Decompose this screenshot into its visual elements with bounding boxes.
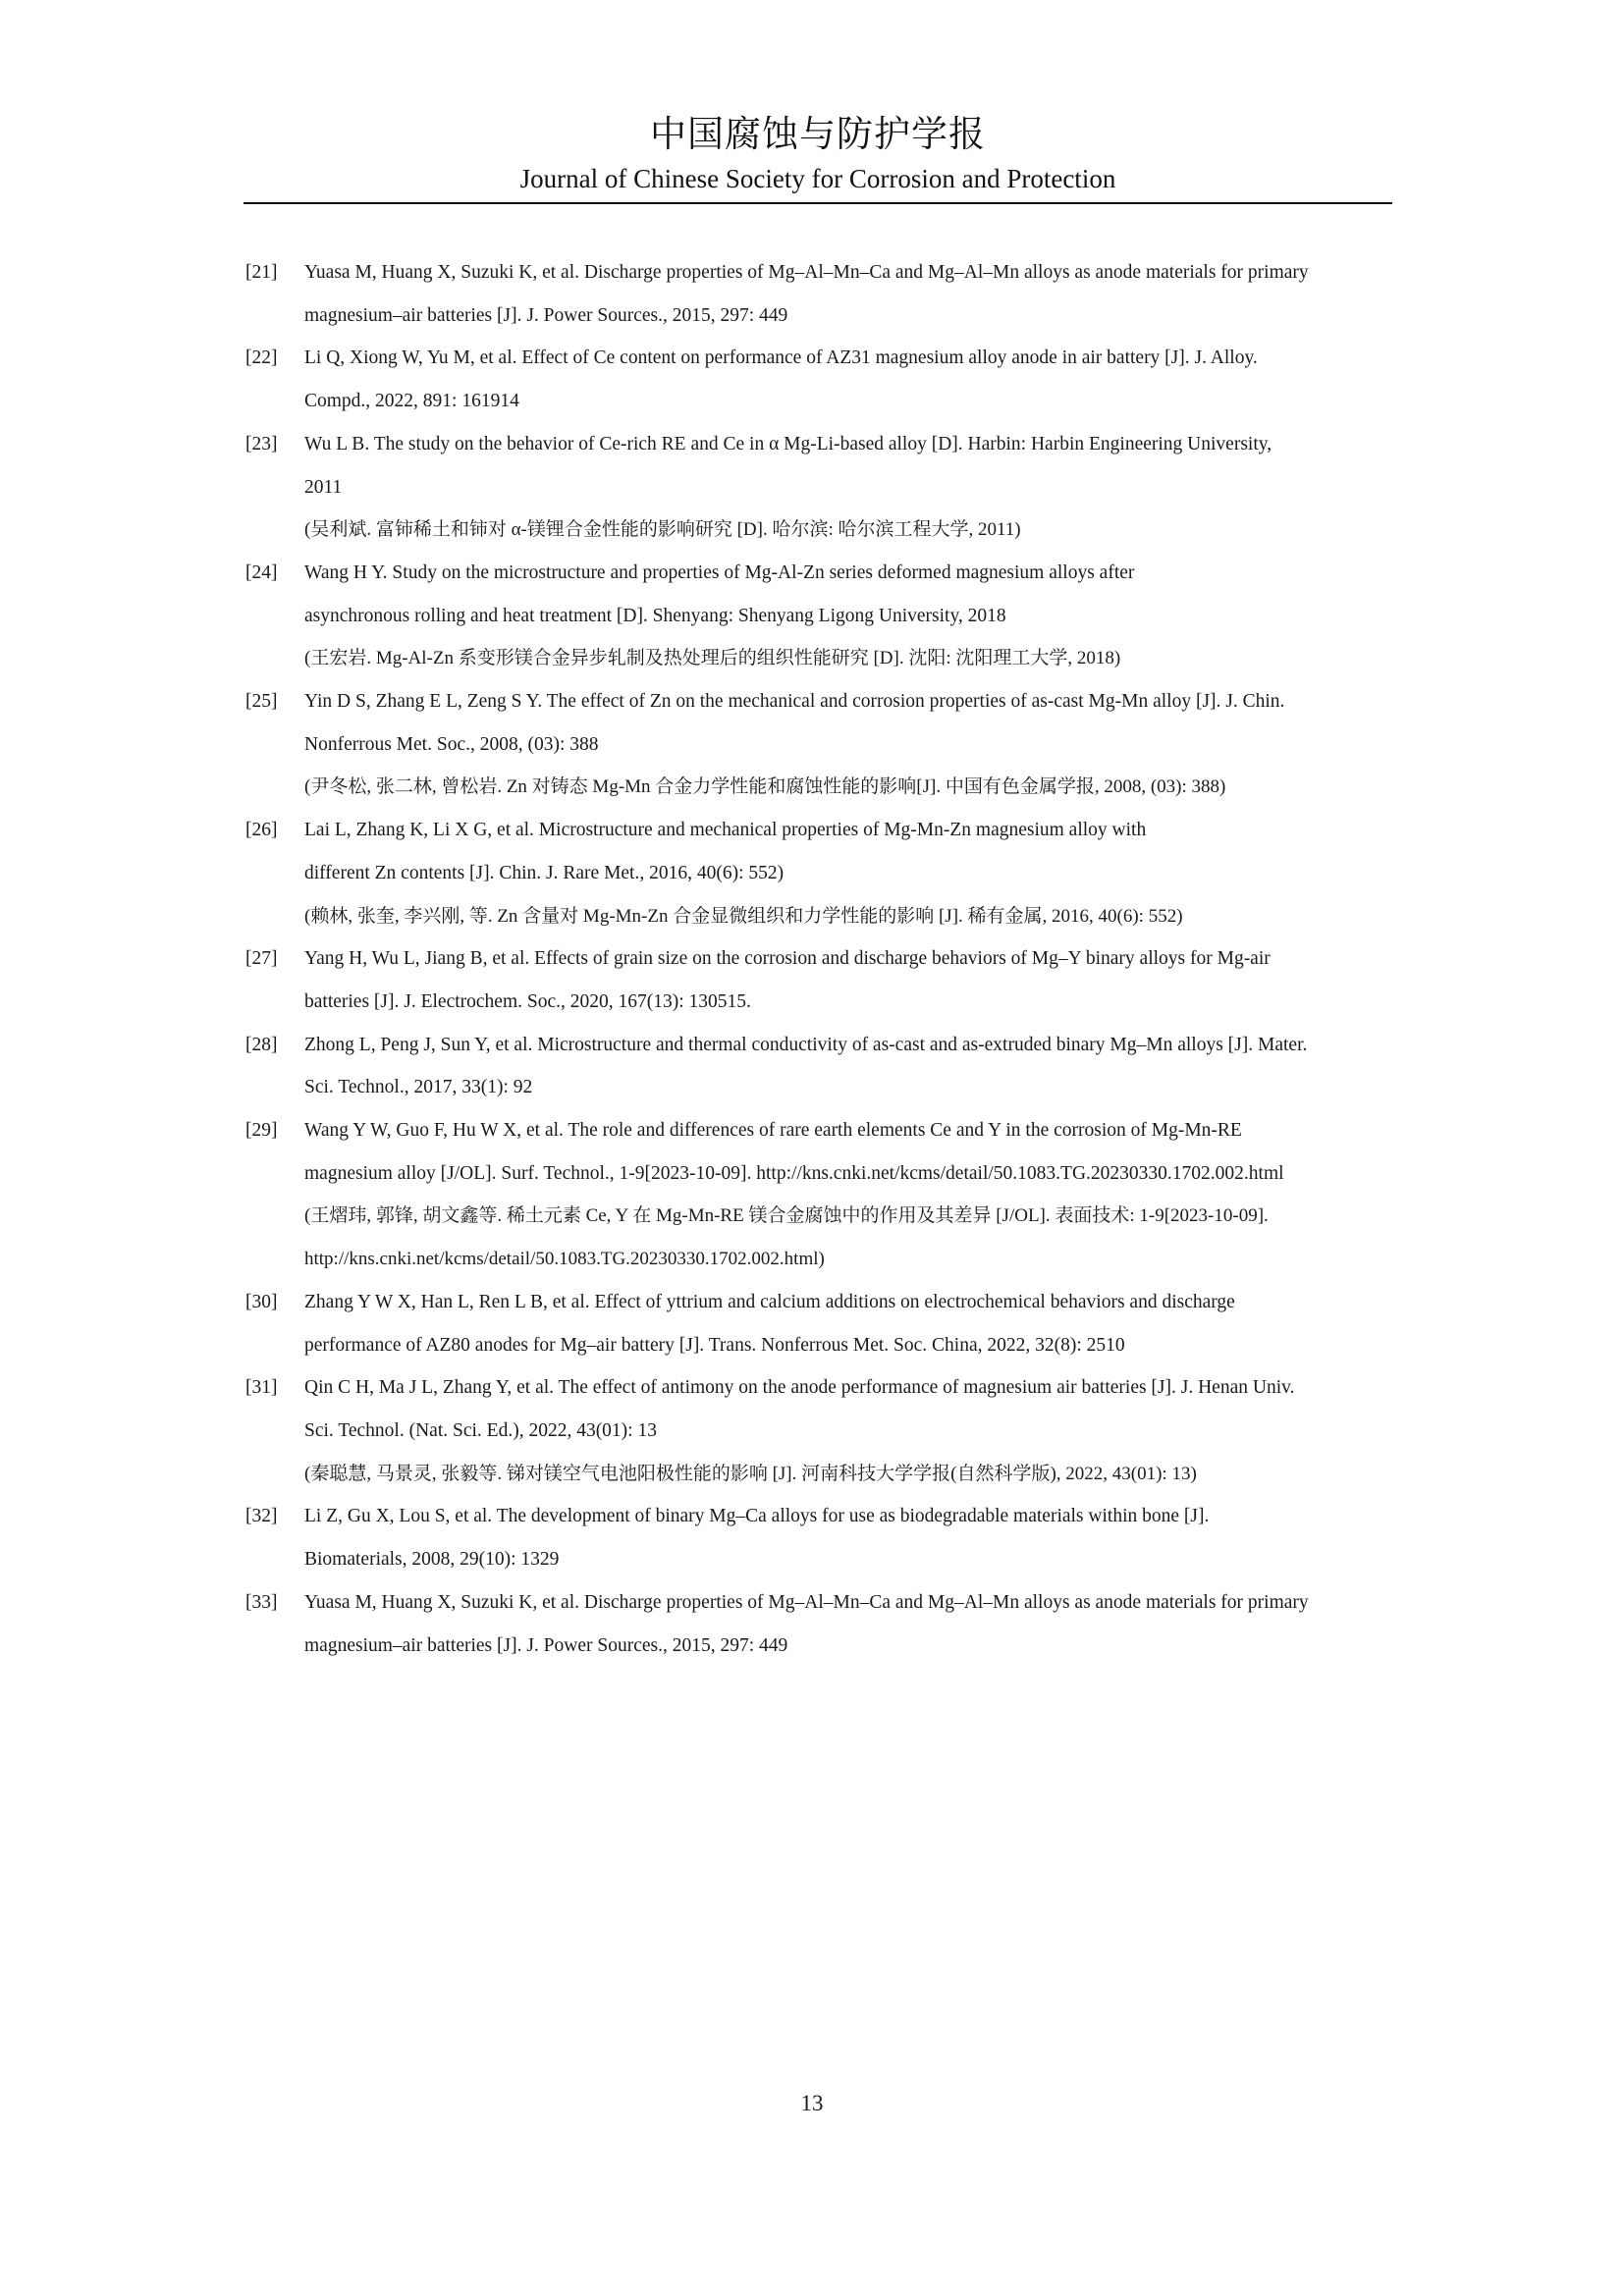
reference-number: [21]: [245, 262, 278, 283]
reference-text-line: Li Q, Xiong W, Yu M, et al. Effect of Ce content on performance of AZ31 magnesium alloy anode in air battery [J]. J. Alloy.: [304, 347, 1258, 369]
reference-text-line: Qin C H, Ma J L, Zhang Y, et al. The effect of antimony on the anode performance of magnesium air batteries [J]. J. Henan Univ.: [304, 1377, 1295, 1399]
reference-chinese-line: (王宏岩. Mg-Al-Zn 系变形镁合金异步轧制及热处理后的组织性能研究 [D]. 沈阳: 沈阳理工大学, 2018): [304, 648, 1121, 669]
reference-text-line: Zhong L, Peng J, Sun Y, et al. Microstructure and thermal conductivity of as-cast and as-extruded binary Mg–Mn alloys [J]. Mater.: [304, 1034, 1308, 1055]
reference-chinese-line: (吴利斌. 富铈稀土和铈对 α-镁锂合金性能的影响研究 [D]. 哈尔滨: 哈尔滨工程大学, 2011): [304, 519, 1021, 541]
reference-number: [31]: [245, 1377, 278, 1399]
reference-number: [22]: [245, 347, 278, 369]
reference-number: [23]: [245, 433, 278, 454]
reference-text-line: magnesium alloy [J/OL]. Surf. Technol., 1-9[2023-10-09]. http://kns.cnki.net/kcms/detail/50.1083.TG.20230330.1702.002.html: [304, 1162, 1284, 1184]
reference-item: [244, 1024, 1392, 1109]
reference-item: [244, 552, 1392, 680]
reference-text-line: Li Z, Gu X, Lou S, et al. The development of binary Mg–Ca alloys for use as biodegradable materials within bone [J].: [304, 1506, 1210, 1527]
reference-text-line: Lai L, Zhang K, Li X G, et al. Microstructure and mechanical properties of Mg-Mn-Zn magnesium alloy with: [304, 820, 1147, 841]
reference-item: [244, 809, 1392, 937]
reference-chinese-line: http://kns.cnki.net/kcms/detail/50.1083.TG.20230330.1702.002.html): [304, 1249, 825, 1270]
reference-item: [244, 423, 1392, 552]
reference-text-line: Wang H Y. Study on the microstructure and properties of Mg-Al-Zn series deformed magnesium alloys after: [304, 561, 1135, 583]
reference-chinese-line: (赖林, 张奎, 李兴刚, 等. Zn 含量对 Mg-Mn-Zn 合金显微组织和力学性能的影响 [J]. 稀有金属, 2016, 40(6): 552): [304, 905, 1183, 927]
reference-item: [244, 1109, 1392, 1281]
journal-title-en: Journal of Chinese Society for Corrosion and Protection: [519, 164, 1116, 193]
reference-item: [244, 337, 1392, 422]
reference-item: [244, 251, 1392, 337]
reference-text-line: Zhang Y W X, Han L, Ren L B, et al. Effect of yttrium and calcium additions on electrochemical behaviors and discharge: [304, 1291, 1235, 1312]
reference-number: [25]: [245, 691, 278, 713]
reference-text-line: Biomaterials, 2008, 29(10): 1329: [304, 1549, 560, 1571]
header-rule: [244, 202, 1392, 204]
reference-text-line: Wu L B. The study on the behavior of Ce-rich RE and Ce in α Mg-Li-based alloy [D]. Harbin: Harbin Engineering University,: [304, 433, 1272, 454]
reference-item: [244, 1581, 1392, 1667]
reference-list: [244, 251, 1392, 1667]
reference-item: [244, 937, 1392, 1023]
reference-text-line: asynchronous rolling and heat treatment [D]. Shenyang: Shenyang Ligong University, 2018: [304, 605, 1006, 626]
reference-number: [30]: [245, 1291, 278, 1312]
reference-text-line: Yang H, Wu L, Jiang B, et al. Effects of grain size on the corrosion and discharge behaviors of Mg–Y binary alloys for Mg-air: [304, 948, 1271, 970]
reference-text-line: Yin D S, Zhang E L, Zeng S Y. The effect of Zn on the mechanical and corrosion properties of as-cast Mg-Mn alloy [J]. J. Chin.: [304, 691, 1285, 713]
reference-number: [24]: [245, 561, 278, 583]
reference-item: [244, 1495, 1392, 1580]
reference-text-line: Sci. Technol., 2017, 33(1): 92: [304, 1077, 533, 1098]
reference-text-line: batteries [J]. J. Electrochem. Soc., 2020, 167(13): 130515.: [304, 990, 751, 1012]
reference-text-line: different Zn contents [J]. Chin. J. Rare Met., 2016, 40(6): 552): [304, 862, 785, 883]
reference-text-line: Compd., 2022, 891: 161914: [304, 391, 519, 412]
reference-text-line: performance of AZ80 anodes for Mg–air battery [J]. Trans. Nonferrous Met. Soc. China, 2022, 32(8): 2510: [304, 1334, 1125, 1356]
reference-item: [244, 1366, 1392, 1495]
reference-number: [29]: [245, 1120, 278, 1142]
reference-text-line: 2011: [304, 476, 343, 498]
reference-number: [32]: [245, 1506, 278, 1527]
journal-header: [244, 110, 1392, 196]
page-number: 13: [800, 2091, 824, 2115]
reference-text-line: magnesium–air batteries [J]. J. Power Sources., 2015, 297: 449: [304, 1634, 788, 1656]
reference-text-line: Sci. Technol. (Nat. Sci. Ed.), 2022, 43(01): 13: [304, 1419, 657, 1441]
reference-item: [244, 1281, 1392, 1366]
reference-text-line: Yuasa M, Huang X, Suzuki K, et al. Discharge properties of Mg–Al–Mn–Ca and Mg–Al–Mn alloys as anode materials for primary: [304, 262, 1309, 283]
reference-chinese-line: (王熠玮, 郭锋, 胡文鑫等. 稀土元素 Ce, Y 在 Mg-Mn-RE 镁合金腐蚀中的作用及其差异 [J/OL]. 表面技术: 1-9[2023-10-09].: [304, 1205, 1269, 1227]
reference-text-line: Nonferrous Met. Soc., 2008, (03): 388: [304, 733, 599, 755]
reference-number: [33]: [245, 1591, 278, 1613]
reference-number: [27]: [245, 948, 278, 970]
reference-item: [244, 680, 1392, 809]
reference-text-line: Wang Y W, Guo F, Hu W X, et al. The role and differences of rare earth elements Ce and Y in the corrosion of Mg-Mn-RE: [304, 1120, 1242, 1142]
journal-title-cn: 中国腐蚀与防护学报: [650, 113, 986, 155]
reference-number: [26]: [245, 820, 278, 841]
reference-chinese-line: (尹冬松, 张二林, 曾松岩. Zn 对铸态 Mg-Mn 合金力学性能和腐蚀性能的影响[J]. 中国有色金属学报, 2008, (03): 388): [304, 776, 1226, 798]
reference-number: [28]: [245, 1034, 278, 1055]
reference-chinese-line: (秦聪慧, 马景灵, 张毅等. 锑对镁空气电池阳极性能的影响 [J]. 河南科技大学学报(自然科学版), 2022, 43(01): 13): [304, 1463, 1197, 1484]
reference-text-line: Yuasa M, Huang X, Suzuki K, et al. Discharge properties of Mg–Al–Mn–Ca and Mg–Al–Mn alloys as anode materials for primary: [304, 1591, 1309, 1613]
reference-text-line: magnesium–air batteries [J]. J. Power Sources., 2015, 297: 449: [304, 304, 788, 326]
